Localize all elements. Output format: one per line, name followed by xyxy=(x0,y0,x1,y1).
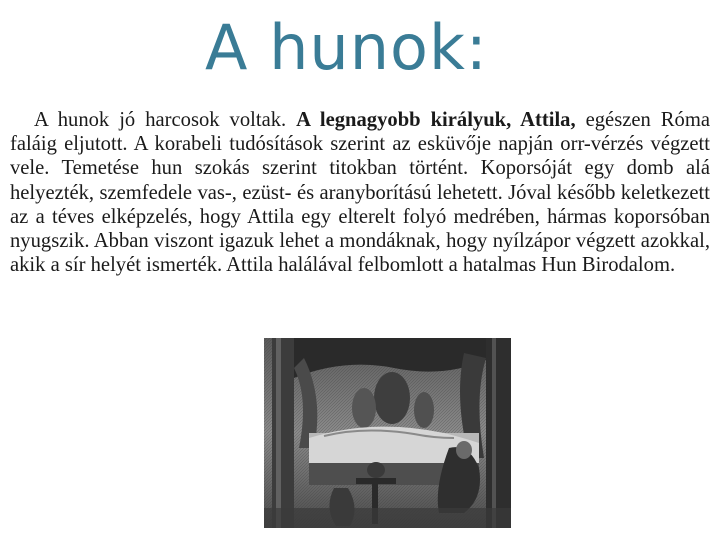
body-paragraph xyxy=(10,108,710,277)
text-continuation: egészen Róma faláig eljutott. A korabeli tudósítások szerint az esküvője napján orr-vérzés végzett vele. Temetése hun szokás szerint titokban történt. Koporsóját egy domb alá helyezték, szemfedele vas-, ezüst- és aranyborítású lehetett. Jóval később keletkezett az a téves elképzelés, hogy Attila egy elterelt folyó medrében, hármas koporsóban nyugszik. Abban viszont igazuk lehet a mondáknak, hogy nyílzápor végzett azokkal, akik a sír helyét ismerték. Attila halálával felbomlott a hatalmas Hun Birodalom. xyxy=(10,109,710,277)
slide-title: A hunok: xyxy=(205,11,488,84)
text-highlight-attila: A legnagyobb királyuk, Attila, xyxy=(296,109,576,131)
engraving-illustration-icon xyxy=(264,338,511,528)
attila-death-engraving xyxy=(264,338,511,528)
text-intro: A hunok jó harcosok voltak. xyxy=(34,109,297,131)
